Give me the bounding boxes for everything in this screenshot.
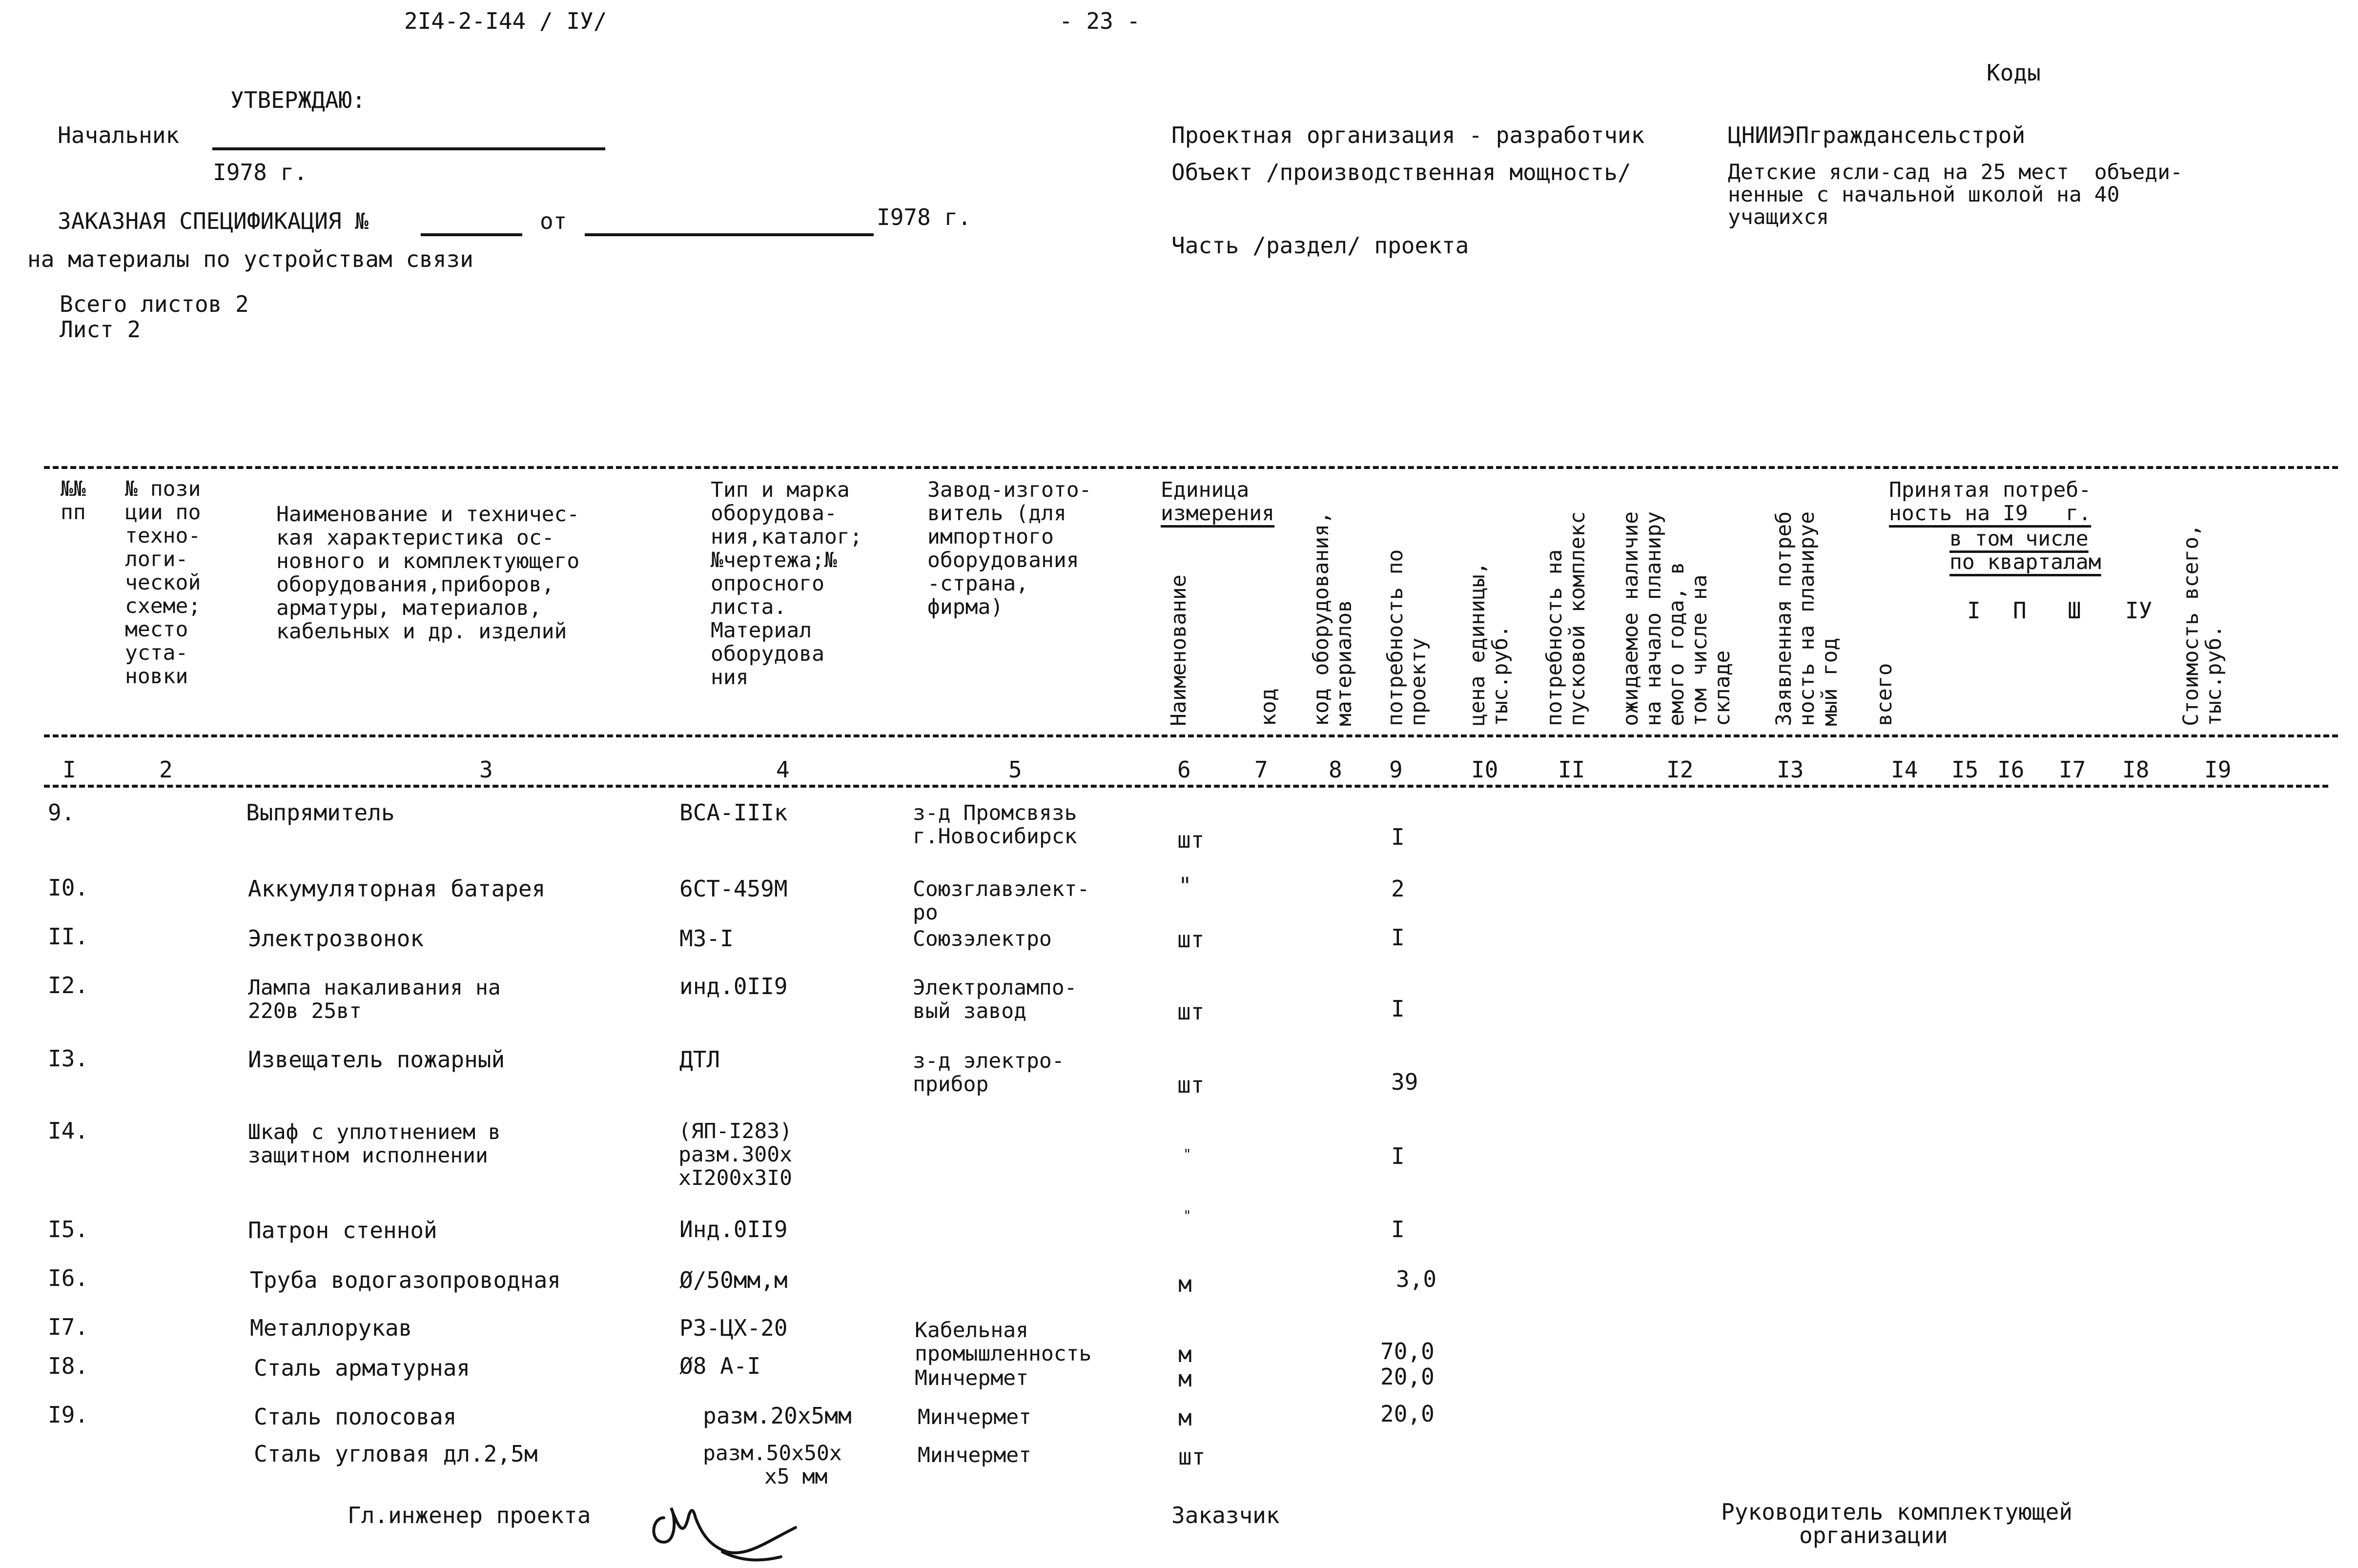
header-quarter-3: Ш	[2068, 597, 2081, 624]
header-quarter-4: IУ	[2125, 597, 2153, 624]
row-number: I6.	[48, 1265, 89, 1291]
chief-signature-line	[212, 147, 605, 150]
row-maker: Кабельная промышленность	[915, 1318, 1092, 1366]
row-type: разм.20х5мм	[703, 1403, 852, 1429]
row-type: Ø/50мм,м	[679, 1267, 788, 1293]
header-col-14: всего	[1872, 663, 1897, 726]
row-type: (ЯП-I283) разм.300х хI200хЗI0	[678, 1119, 792, 1190]
spec-subtitle: на материалы по устройствам связи	[27, 246, 473, 272]
row-unit: шт	[1178, 1444, 1206, 1470]
row-name: Электрозвонок	[248, 925, 424, 952]
page-number: - 23 -	[1059, 8, 1141, 34]
row-quantity: I	[1391, 824, 1405, 850]
supplier-head-label: Руководитель комплектующей организации	[1721, 1499, 2073, 1548]
spec-date-line	[585, 233, 874, 236]
codes-label: Коды	[1987, 60, 2041, 86]
row-type: МЗ-I	[679, 925, 734, 952]
header-col-11: потребность на пусковой комплекс	[1542, 511, 1590, 726]
row-unit: "	[1183, 1146, 1191, 1162]
row-unit: шт	[1177, 926, 1205, 953]
row-name: Труба водогазопроводная	[250, 1267, 561, 1293]
row-name: Патрон стенной	[248, 1217, 437, 1243]
table-top-rule	[44, 466, 2338, 469]
colnum-2: 2	[159, 756, 173, 783]
spec-number-line	[421, 233, 522, 236]
colnum-18: I8	[2122, 756, 2150, 783]
colnum-17: I7	[2059, 756, 2086, 783]
table-header-rule	[44, 734, 2338, 737]
header-unit: Единица измерения	[1161, 478, 1274, 526]
row-number: I8.	[48, 1353, 89, 1379]
row-quantity: 70,0	[1380, 1338, 1435, 1364]
document-code: 2I4-2-I44 / IУ/	[404, 8, 607, 34]
chief-engineer-label: Гл.инженер проекта	[348, 1502, 591, 1528]
colnum-14: I4	[1891, 756, 1918, 783]
row-unit: "	[1178, 873, 1192, 899]
header-quarter-1: I	[1967, 597, 1981, 624]
row-maker: з-д электро- прибор	[913, 1049, 1065, 1097]
colnum-10: I0	[1471, 756, 1498, 783]
row-type: ДТЛ	[679, 1046, 720, 1073]
org-label: Проектная организация - разработчик	[1171, 122, 1645, 148]
row-unit: шт	[1177, 998, 1205, 1025]
header-in-which: в том числе	[1949, 527, 2089, 551]
row-maker: Электролампо- вый завод	[913, 976, 1077, 1023]
header-col-5: Завод-изгото- витель (для импортного оборудования -страна, фирма)	[927, 478, 1092, 619]
colnum-6: 6	[1177, 756, 1191, 783]
row-name: Извещатель пожарный	[248, 1046, 505, 1073]
row-type: Инд.0II9	[679, 1216, 788, 1242]
row-maker: Минчермет	[915, 1366, 1028, 1390]
colnum-7: 7	[1254, 756, 1268, 783]
colnum-1: I	[62, 756, 76, 783]
approve-label: УТВЕРЖДАЮ:	[230, 87, 366, 113]
object-value: Детские ясли-сад на 25 мест объеди- ненные с начальной школой на 40 учащихся	[1728, 160, 2183, 229]
header-col-12: ожидаемое наличие на начало планиру емого года, в том числе на складе	[1619, 511, 1735, 726]
row-number: I7.	[48, 1314, 89, 1340]
row-name: Выпрямитель	[246, 799, 395, 826]
row-maker: Союзглавэлект- ро	[913, 877, 1090, 925]
row-unit: шт	[1177, 1072, 1205, 1098]
colnum-5: 5	[1008, 756, 1022, 783]
row-maker: Минчермет	[918, 1405, 1031, 1429]
row-number: I4.	[48, 1118, 89, 1144]
row-quantity: 3,0	[1396, 1266, 1437, 1292]
row-name: Металлорукав	[250, 1315, 412, 1341]
part-label: Часть /раздел/ проекта	[1171, 232, 1469, 259]
colnum-4: 4	[776, 756, 790, 783]
row-name: Аккумуляторная батарея	[248, 876, 546, 902]
sheet-number: Лист 2	[60, 316, 141, 343]
header-col-4: Тип и марка оборудова- ния,каталог; №чертежа;№ опросного листа. Материал оборудова ния	[711, 478, 862, 690]
header-col-8: код оборудования, материалов	[1309, 511, 1356, 726]
org-value: ЦНИИЭПграждансельстрой	[1728, 122, 2026, 148]
colnum-11: II	[1558, 756, 1585, 783]
spec-title: ЗАКАЗНАЯ СПЕЦИФИКАЦИЯ №	[58, 208, 369, 234]
row-maker: з-д Промсвязь г.Новосибирск	[913, 801, 1077, 849]
row-quantity: 2	[1391, 876, 1405, 902]
row-quantity: I	[1391, 1216, 1405, 1242]
colnum-9: 9	[1389, 756, 1403, 783]
header-quarter-2: П	[2013, 597, 2027, 624]
row-type: ВСА-IIIк	[679, 799, 788, 826]
header-by-quarters: по кварталам	[1949, 550, 2101, 574]
spec-from-label: от	[540, 208, 567, 234]
chief-label: Начальник	[58, 122, 180, 148]
colnum-15: I5	[1951, 756, 1979, 783]
row-number: I5.	[48, 1216, 89, 1242]
row-unit: м	[1178, 1271, 1192, 1297]
colnum-12: I2	[1666, 756, 1694, 783]
row-type: Ø8 А-I	[679, 1353, 761, 1379]
header-col-19: Стоимость всего, тыс.руб.	[2179, 524, 2226, 726]
row-quantity: I	[1391, 1143, 1405, 1169]
row-unit: м	[1178, 1405, 1192, 1431]
header-col-2: № пози ции по техно- логи- ческой схеме; место уста- новки	[125, 477, 201, 689]
header-col-10: цена единицы, тыс.руб.	[1465, 562, 1513, 726]
row-name: Сталь арматурная	[254, 1355, 471, 1381]
row-unit: м	[1178, 1341, 1192, 1367]
row-number: I0.	[48, 875, 89, 901]
chief-engineer-signature	[649, 1488, 835, 1567]
row-quantity: I	[1391, 924, 1405, 951]
row-unit: "	[1183, 1207, 1191, 1223]
row-maker: Минчермет	[918, 1443, 1031, 1467]
row-number: 9.	[48, 799, 75, 826]
column-number-rule	[44, 785, 2328, 788]
header-col-13: Заявленная потреб ность на планируе мый год	[1772, 511, 1842, 726]
row-type: РЗ-ЦХ-20	[679, 1315, 788, 1341]
row-quantity: 39	[1391, 1069, 1418, 1095]
row-type: 6СТ-459М	[679, 876, 788, 902]
row-name: Лампа накаливания на 220в 25вт	[248, 976, 501, 1023]
colnum-3: 3	[479, 756, 493, 783]
header-accepted-line-1: Принятая потреб-	[1889, 478, 2091, 502]
header-accepted-line-2: ность на I9 г.	[1889, 501, 2091, 526]
header-col-3: Наименование и техничес- кая характеристика ос- новного и комплектующего оборудования,приборов, арматуры, материалов, кабельных и др. изделий	[276, 502, 580, 644]
header-col-9: потребность по проекту	[1383, 549, 1431, 726]
colnum-19: I9	[2204, 756, 2232, 783]
header-col-1: №№ пп	[61, 477, 86, 525]
row-number: II.	[48, 923, 89, 950]
customer-label: Заказчик	[1171, 1502, 1280, 1528]
row-name: Сталь угловая дл.2,5м	[254, 1441, 538, 1467]
row-number: I3.	[48, 1045, 89, 1072]
header-col-7: код	[1256, 688, 1281, 726]
object-label: Объект /производственная мощность/	[1171, 159, 1631, 185]
row-maker: Союзэлектро	[913, 927, 1052, 951]
row-type: инд.0II9	[679, 973, 788, 999]
row-number: I2.	[48, 972, 89, 998]
row-unit: м	[1178, 1365, 1192, 1392]
sheets-total: Всего листов 2	[60, 291, 249, 317]
row-quantity: 20,0	[1380, 1401, 1435, 1427]
row-unit: шт	[1177, 827, 1205, 853]
approval-year: I978 г.	[213, 159, 308, 185]
row-name: Сталь полосовая	[254, 1404, 457, 1430]
row-quantity: 20,0	[1380, 1364, 1435, 1390]
colnum-16: I6	[1997, 756, 2025, 783]
row-type: разм.50х50х х5 мм	[703, 1441, 842, 1489]
row-quantity: I	[1391, 996, 1405, 1022]
header-col-6: Наименование	[1167, 574, 1191, 726]
colnum-13: I3	[1777, 756, 1804, 783]
spec-year: I978 г.	[877, 204, 971, 230]
row-number: I9.	[48, 1402, 89, 1428]
colnum-8: 8	[1329, 756, 1342, 783]
row-name: Шкаф с уплотнением в защитном исполнении	[248, 1120, 501, 1168]
